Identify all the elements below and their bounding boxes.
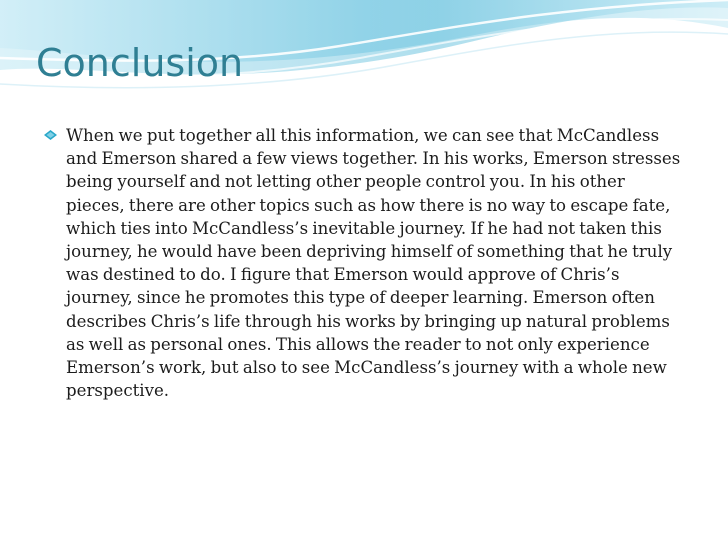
bullet-text: When we put together all this information, we can see that McCandless and Emerson shared a few views together. In his works, Emerson stresses being yourself and not letting other people control you. In his other pieces, there are other topics such as how there is no way to escape fate, which ties into McCandless’s inevitable journey. If he had not taken this journey, he would have been depriving himself of something that he truly was destined to do. I figure that Emerson would approve of Chris’s journey, since he promotes this type of deeper learning. Emerson often describes Chris’s life through his works by bringing up natural problems as well as personal ones. This allows the reader to not only experience Emerson’s work, but also to see McCandless’s journey with a whole new perspective. [66,126,681,401]
bullet-item [44,124,684,402]
slide-body [44,124,684,402]
slide-title: Conclusion [36,41,244,85]
diamond-bullet-icon [44,130,57,140]
